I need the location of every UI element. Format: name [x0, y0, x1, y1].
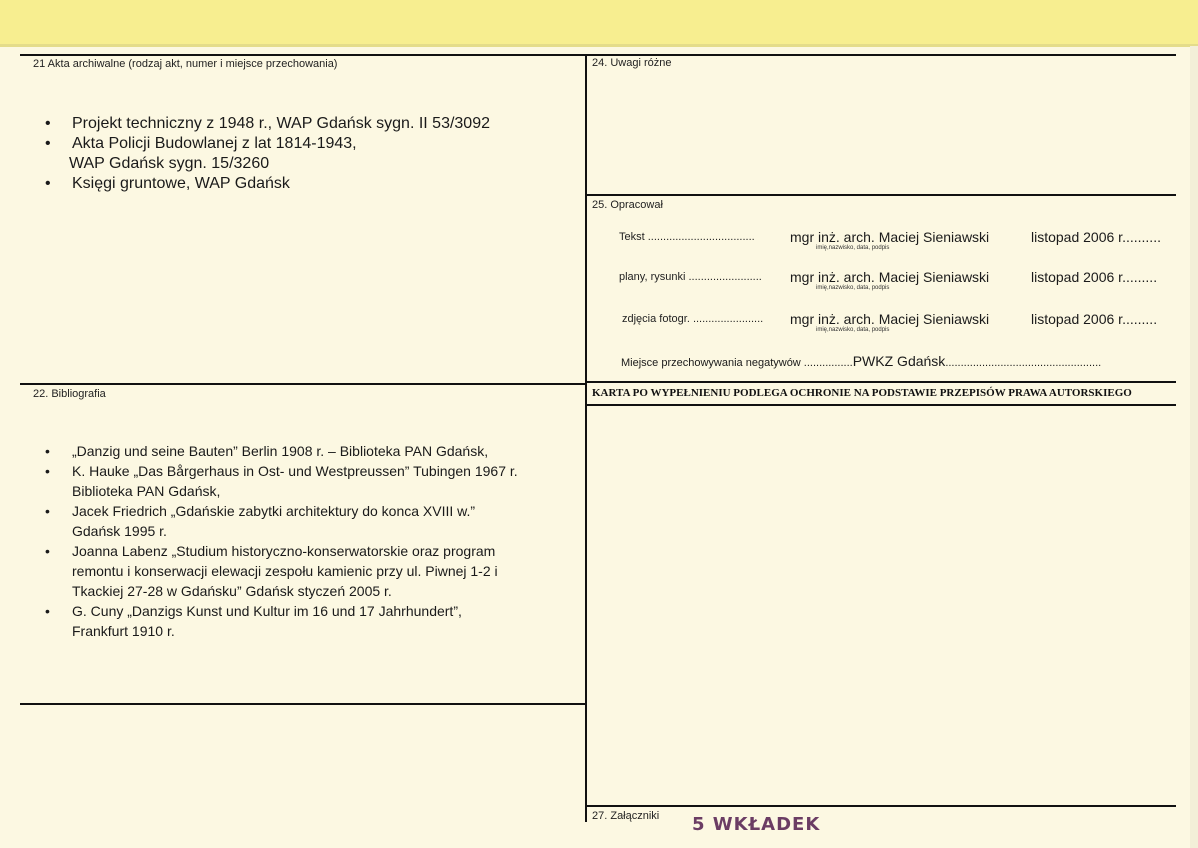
- list-item: • Księgi gruntowe, WAP Gdańsk: [43, 174, 583, 194]
- row-zdjecia-sublabel: imię,nazwisko, data, podpis: [816, 327, 890, 333]
- zalaczniki-header: 27. Załączniki: [592, 810, 660, 822]
- row-zdjecia-name: mgr inż. arch. Maciej Sieniawski: [790, 311, 990, 327]
- negatives-value: PWKZ Gdańsk: [852, 353, 946, 369]
- yellow-top-band: [0, 0, 1198, 46]
- bibliografia-list: [43, 441, 585, 641]
- row-tekst-name: mgr inż. arch. Maciej Sieniawski: [790, 229, 990, 245]
- row-tekst-date: listopad 2006 r..........: [1031, 229, 1161, 245]
- list-item: • K. Hauke „Das Bårgerhaus in Ost- und Westpreussen” Tubingen 1967 r. Biblioteka PAN Gdańsk,: [43, 461, 585, 501]
- row-zdjecia-date: listopad 2006 r.........: [1031, 311, 1158, 327]
- list-item: • Akta Policji Budowlanej z lat 1814-1943, WAP Gdańsk sygn. 15/3260: [43, 134, 583, 174]
- uwagi-header: 24. Uwagi różne: [592, 57, 672, 69]
- rule-left-bottom: [20, 703, 587, 705]
- row-plany-date: listopad 2006 r.........: [1031, 269, 1158, 285]
- negatives-line: Miejsce przechowywania negatywów ................PWKZ Gdańsk...................................................: [621, 353, 1102, 369]
- rule-zalaczniki-top: [587, 805, 1176, 807]
- opracowal-header: 25. Opracował: [592, 199, 663, 211]
- top-rule: [20, 54, 1176, 56]
- row-zdjecia-label: zdjęcia fotogr. .......................: [622, 313, 764, 325]
- rule-left-mid: [20, 383, 587, 385]
- rule-uwagi-bottom: [587, 194, 1176, 196]
- right-edge-strip: [1190, 46, 1198, 848]
- handwritten-note: 5 WKŁADEK: [692, 814, 821, 835]
- row-plany-name: mgr inż. arch. Maciej Sieniawski: [790, 269, 990, 285]
- row-plany-sublabel: imię,nazwisko, data, podpis: [816, 285, 890, 291]
- row-tekst-label: Tekst ...................................: [619, 231, 755, 243]
- copyright-notice: KARTA PO WYPEŁNIENIU PODLEGA OCHRONIE NA PODSTAWIE PRZEPISÓW PRAWA AUTORSKIEGO: [592, 387, 1132, 399]
- row-plany-label: plany, rysunki ........................: [619, 271, 762, 283]
- rule-right-notice-top: [587, 381, 1176, 383]
- list-item: • „Danzig und seine Bauten” Berlin 1908 r. – Biblioteka PAN Gdańsk,: [43, 441, 585, 461]
- list-item: • Joanna Labenz „Studium historyczno-konserwatorskie oraz program remontu i konserwacji elewacji zespołu kamienic przy ul. Piwnej 1-2 i Tkackiej 27-28 w Gdańsku” Gdańsk styczeń 2005 r.: [43, 541, 585, 601]
- column-divider: [585, 54, 587, 822]
- rule-right-notice-bottom: [587, 404, 1176, 406]
- row-tekst-sublabel: imię,nazwisko, data, podpis: [816, 245, 890, 251]
- list-item: • G. Cuny „Danzigs Kunst und Kultur im 16 und 17 Jahrhundert”, Frankfurt 1910 r.: [43, 601, 585, 641]
- bibliografia-header: 22. Bibliografia: [33, 388, 106, 400]
- list-item: • Jacek Friedrich „Gdańskie zabytki architektury do konca XVIII w.” Gdańsk 1995 r.: [43, 501, 585, 541]
- akta-list: [43, 114, 583, 194]
- top-band-edge: [0, 44, 1198, 47]
- list-item: • Projekt techniczny z 1948 r., WAP Gdańsk sygn. II 53/3092: [43, 114, 583, 134]
- akta-header: 21 Akta archiwalne (rodzaj akt, numer i miejsce przechowania): [33, 58, 338, 70]
